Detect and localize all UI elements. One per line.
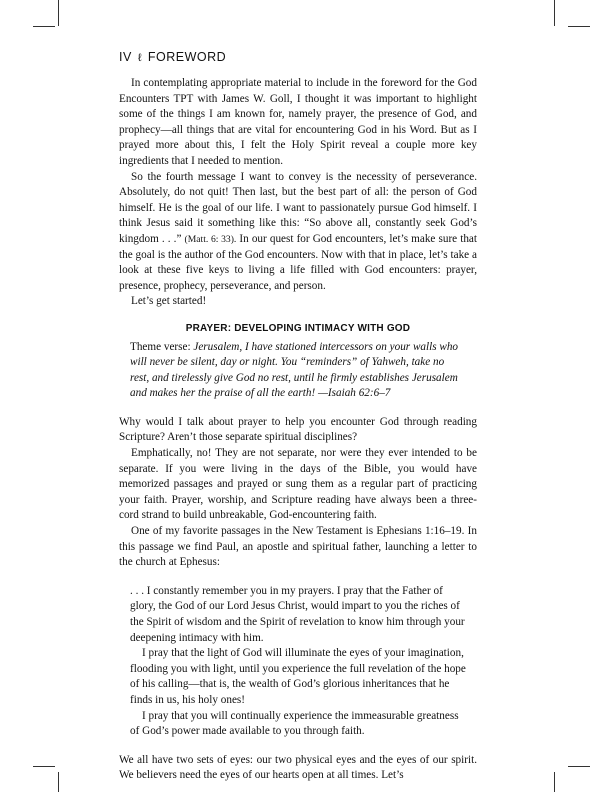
crop-mark-bottom-right bbox=[554, 772, 555, 792]
intro-paragraph-3: Let’s get started! bbox=[131, 295, 207, 308]
section-title: FOREWORD bbox=[147, 50, 227, 64]
theme-verse bbox=[130, 340, 459, 402]
scripture-blockquote bbox=[130, 584, 467, 740]
intro-paragraph-1: In contemplating appropriate material to include in the foreword for the God Encounters TPT with James W. Goll, I thought it was important to highlight some of the things I am known for, namely prayer, the presence of God, and prophecy—all things that are vital for encountering God in his Word. But as I prayed more about this, I felt the Holy Spirit reveal a couple more key ingredients that I needed to mention. bbox=[119, 77, 477, 167]
header-separator-icon: ℓ bbox=[137, 52, 142, 64]
closing-paragraph: We all have two sets of eyes: our two physical eyes and the eyes of our spirit. We believers need the eyes of our hearts open at all times. Let’s bbox=[119, 753, 477, 782]
theme-verse-label: Theme verse: bbox=[130, 340, 191, 353]
quote-paragraph-3: I pray that you will continually experience the immeasurable greatness of God’s power made available to you through faith. bbox=[130, 709, 459, 738]
scripture-citation: (Matt. 6: 33). bbox=[184, 233, 237, 245]
crop-mark-top-left bbox=[58, 0, 59, 26]
quote-paragraph-2: I pray that the light of God will illuminate the eyes of your imagination, flooding you with light, until you experience the full revelation of the hope of his calling—that is, the wealth of God’s glorious inheritances that he finds in us, his holy ones! bbox=[130, 647, 466, 706]
book-page bbox=[119, 50, 477, 784]
crop-mark-top-right-h bbox=[568, 26, 590, 27]
crop-mark-bottom-left-h bbox=[33, 766, 55, 767]
crop-mark-top-left-h bbox=[33, 26, 55, 27]
page-body bbox=[119, 76, 477, 784]
theme-verse-text: Jerusalem, I have stationed intercessors on your walls who will never be silent, day or night. You “reminders” of Yahweh, take no rest, and tirelessly give God no rest, until he firmly establishes Jerusalem and makes her the praise of all the earth! —Isaiah 62:6–7 bbox=[130, 340, 459, 400]
page-number: IV bbox=[119, 50, 132, 64]
quote-paragraph-1: . . . I constantly remember you in my prayers. I pray that the Father of glory, the God of our Lord Jesus Christ, would impart to you the riches of the Spirit of wisdom and the Spirit of revelation to know him through your deepening intimacy with him. bbox=[130, 584, 465, 644]
body-paragraph-2: Emphatically, no! They are not separate, nor were they ever intended to be separate. If you were living in the days of the Bible, you would have memorized passages and prayed or sung them as a regular part of practicing your faith. Prayer, worship, and Scripture reading have always been a three-cord strand to build unbreakable, God-encountering faith. bbox=[119, 447, 477, 522]
intro-paragraph-2 bbox=[119, 170, 477, 295]
crop-mark-bottom-right-h bbox=[568, 766, 590, 767]
intro-paragraph-2-text-b: In our quest for God encounters, let’s make sure that the goal is the author of the God encounters. Now with that in place, let’s take a look at these five keys to living a life filled with God encounters: prayer, presence, prophecy, perseverance, and person. bbox=[119, 232, 478, 292]
intro-paragraph-2-text-a: So the fourth message I want to convey is the necessity of perseverance. Absolutely, do not quit! Then last, but the best part of all: the person of God himself. He is the goal of our life. I want to passionately pursue God himself. I think Jesus said it something like this: “So above all, constantly seek God’s kingdom . . .” bbox=[119, 170, 477, 245]
crop-mark-bottom-left bbox=[58, 772, 59, 792]
body-paragraph-1: Why would I talk about prayer to help you encounter God through reading Scripture? Aren’t those separate spiritual disciplines? bbox=[119, 415, 477, 444]
section-heading: PRAYER: DEVELOPING INTIMACY WITH GOD bbox=[185, 322, 411, 334]
body-paragraph-3: One of my favorite passages in the New Testament is Ephesians 1:16–19. In this passage we find Paul, an apostle and spiritual father, launching a letter to the church at Ephesus: bbox=[119, 525, 477, 569]
running-header bbox=[119, 50, 477, 64]
crop-mark-top-right bbox=[554, 0, 555, 26]
